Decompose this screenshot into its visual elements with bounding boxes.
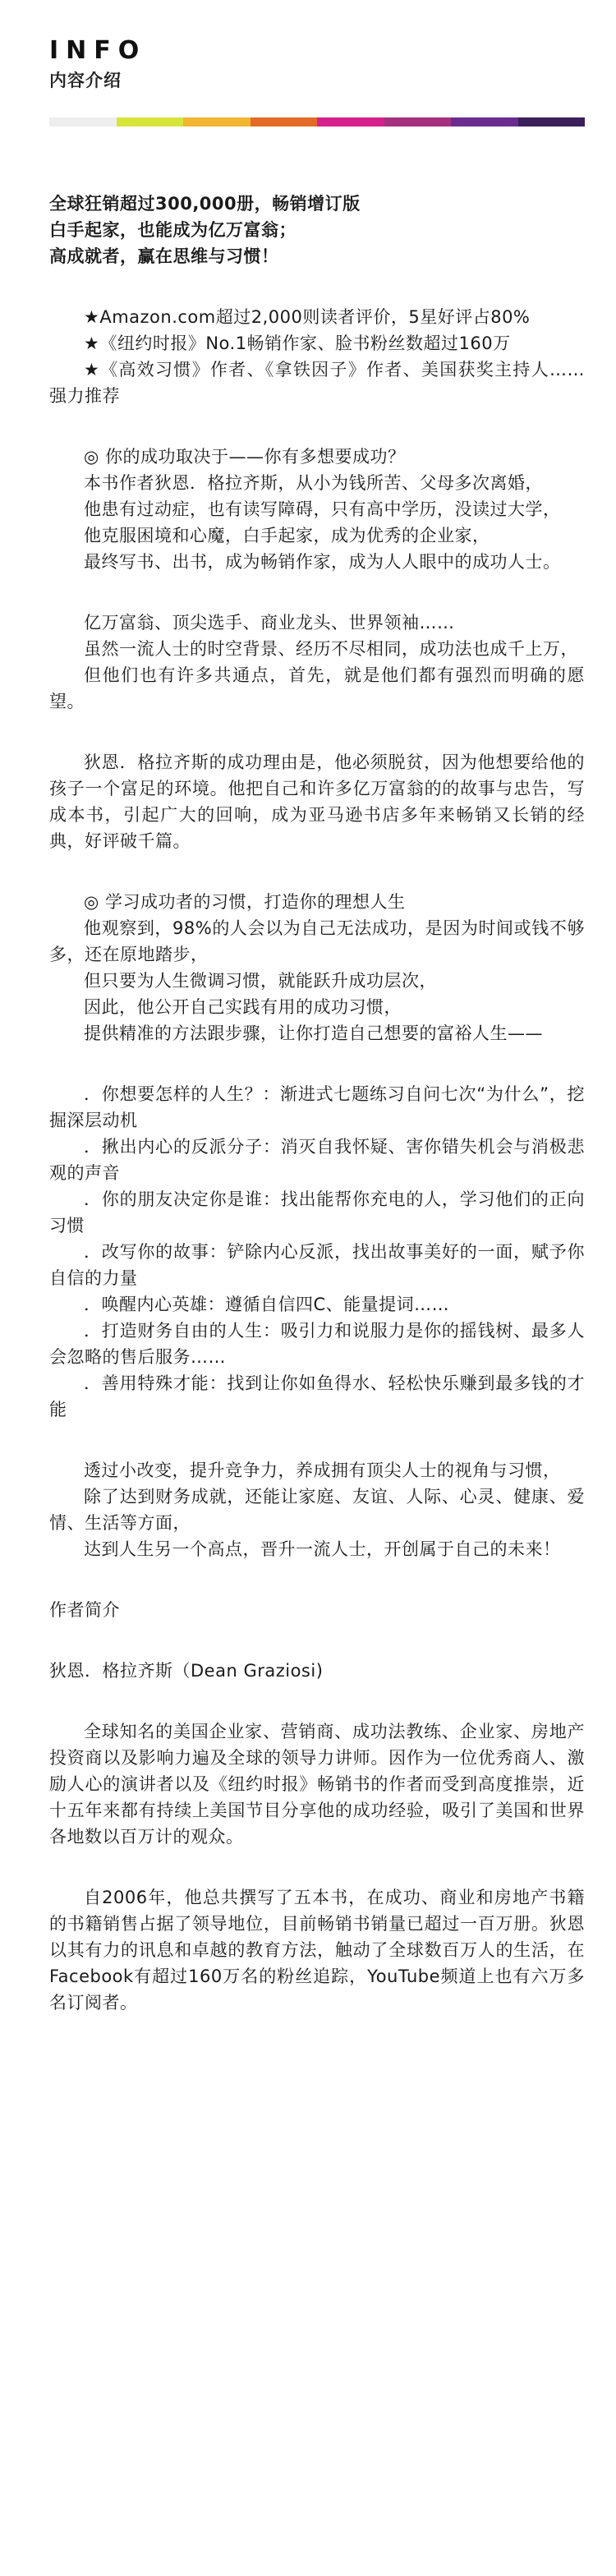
paragraph: 提供精准的方法跟步骤，让你打造自己想要的富裕人生—— [84,1024,543,1043]
color-segment [183,117,251,126]
color-segment [251,117,318,126]
paragraph: 但只要为人生微调习惯，就能跃升成功层次， [84,971,437,991]
intro-line: 全球狂销超过300,000册，畅销增订版 [49,194,361,214]
paragraph: 他克服困境和心魔，白手起家，成为优秀的企业家， [84,526,490,545]
paragraph: 狄恩．格拉齐斯的成功理由是，他必须脱贫，因为他想要给他的孩子一个富足的环境。他把自己和许多亿万富翁的的故事与忠告，写成本书，引起广大的回响，成为亚马逊书店多年来畅销又长销的经典，好评破千篇。 [49,752,585,851]
color-segment [317,117,384,126]
color-segment [49,117,117,126]
section-author-reason [49,749,585,854]
author-bio [49,1718,585,2016]
section-conclusion [49,1457,585,1562]
paragraph: 亿万富翁、顶尖选手、商业龙头、世界领袖…… [84,613,455,632]
endorsement-item: ★Amazon.com超过2,000则读者评价，5星好评占80% [84,307,531,327]
paragraph: 最终写书、出书，成为畅销作家，成为人人眼中的成功人士。 [84,552,561,572]
paragraph: 除了达到财务成就，还能让家庭、友谊、人际、心灵、健康、爱情、生活等方面， [49,1487,585,1533]
paragraph: 本书作者狄恩．格拉齐斯，从小为钱所苦、父母多次离婚， [84,473,543,493]
endorsement-list [49,304,585,409]
paragraph: 但他们也有许多共通点，首先，就是他们都有强烈而明确的愿望。 [49,665,585,711]
chapter-item: ．唤醒内心英雄：遵循自信四C、能量提词…… [84,1295,450,1314]
paragraph: 虽然一流人士的时空背景、经历不尽相同，成功法也成千上万， [84,639,578,659]
intro-line: 白手起家，也能成为亿万富翁； [49,220,297,240]
paragraph: 他观察到，98%的人会以为自己无法成功，是因为时间或钱不够多，还在原地踏步， [49,918,585,964]
paragraph: 达到人生另一个高点，晋升一流人士，开创属于自己的未来！ [84,1539,561,1559]
chapter-item: ．你的朋友决定你是谁：找出能帮你充电的人，学习他们的正向习惯 [49,1189,585,1235]
chapter-item: ．揪出内心的反派分子：消灭自我怀疑、害你错失机会与消极悲观的声音 [49,1137,585,1183]
paragraph: 透过小改变，提升竞争力，养成拥有顶尖人士的视角与习惯， [84,1460,561,1480]
color-segment [117,117,184,126]
section-success-depends [49,444,585,575]
chapter-list [49,1081,585,1423]
content-body [49,191,585,2016]
chapter-item: ．善用特殊才能：找到让你如鱼得水、轻松快乐赚到最多钱的才能 [49,1373,585,1419]
color-segment [451,117,518,126]
endorsement-item: ★《高效习惯》作者、《拿铁因子》作者、美国获奖主持人……强力推荐 [49,360,585,406]
chapter-item: ．改写你的故事：铲除内心反派，找出故事美好的一面，赋予你自信的力量 [49,1242,585,1288]
color-segment [518,117,586,126]
color-segment [384,117,452,126]
section-heading: ◎ 你的成功取决于——你有多想要成功？ [84,447,406,467]
paragraph: 自2006年，他总共撰写了五本书，在成功、商业和房地产书籍的书籍销售占据了领导地位，目前畅销书销量已超过一百万册。狄恩以其有力的讯息和卓越的教育方法，触动了全球数百万人的生活，在Facebook有超过160万名的粉丝追踪，YouTube频道上也有六万多名订阅者。 [49,1888,585,2012]
color-stripe-divider [49,117,585,126]
section-common-traits [49,610,585,715]
paragraph: 他患有过动症，也有读写障碍，只有高中学历，没读过大学， [84,499,561,519]
intro-block [49,191,585,269]
header-title: INFO [49,36,147,65]
chapter-item: ．你想要怎样的人生？：渐进式七题练习自问七次“为什么”，挖掘深层动机 [49,1084,585,1130]
endorsement-item: ★《纽约时报》No.1畅销作家、脸书粉丝数超过160万 [84,334,511,353]
chapter-item: ．打造财务自由的人生：吸引力和说服力是你的摇钱树、最多人会忽略的售后服务…… [49,1321,585,1367]
section-habits [49,889,585,1046]
section-heading: ◎ 学习成功者的习惯，打造你的理想人生 [84,892,406,912]
paragraph: 全球知名的美国企业家、营销商、成功法教练、企业家、房地产投资商以及影响力遍及全球的领导力讲师。因作为一位优秀商人、激励人心的演讲者以及《纽约时报》畅销书的作者而受到高度推崇，近十五年来都有持续上美国节目分享他的成功经验，吸引了美国和世界各地数以百万计的观众。 [49,1722,585,1847]
intro-line: 高成就者，赢在思维与习惯！ [49,246,279,266]
author-name: 狄恩．格拉齐斯（Dean Graziosi) [49,1661,324,1681]
header-subtitle: 内容介绍 [49,71,122,90]
author-heading: 作者简介 [49,1600,120,1620]
paragraph: 因此，他公开自己实践有用的成功习惯， [84,997,402,1017]
header [49,36,146,92]
